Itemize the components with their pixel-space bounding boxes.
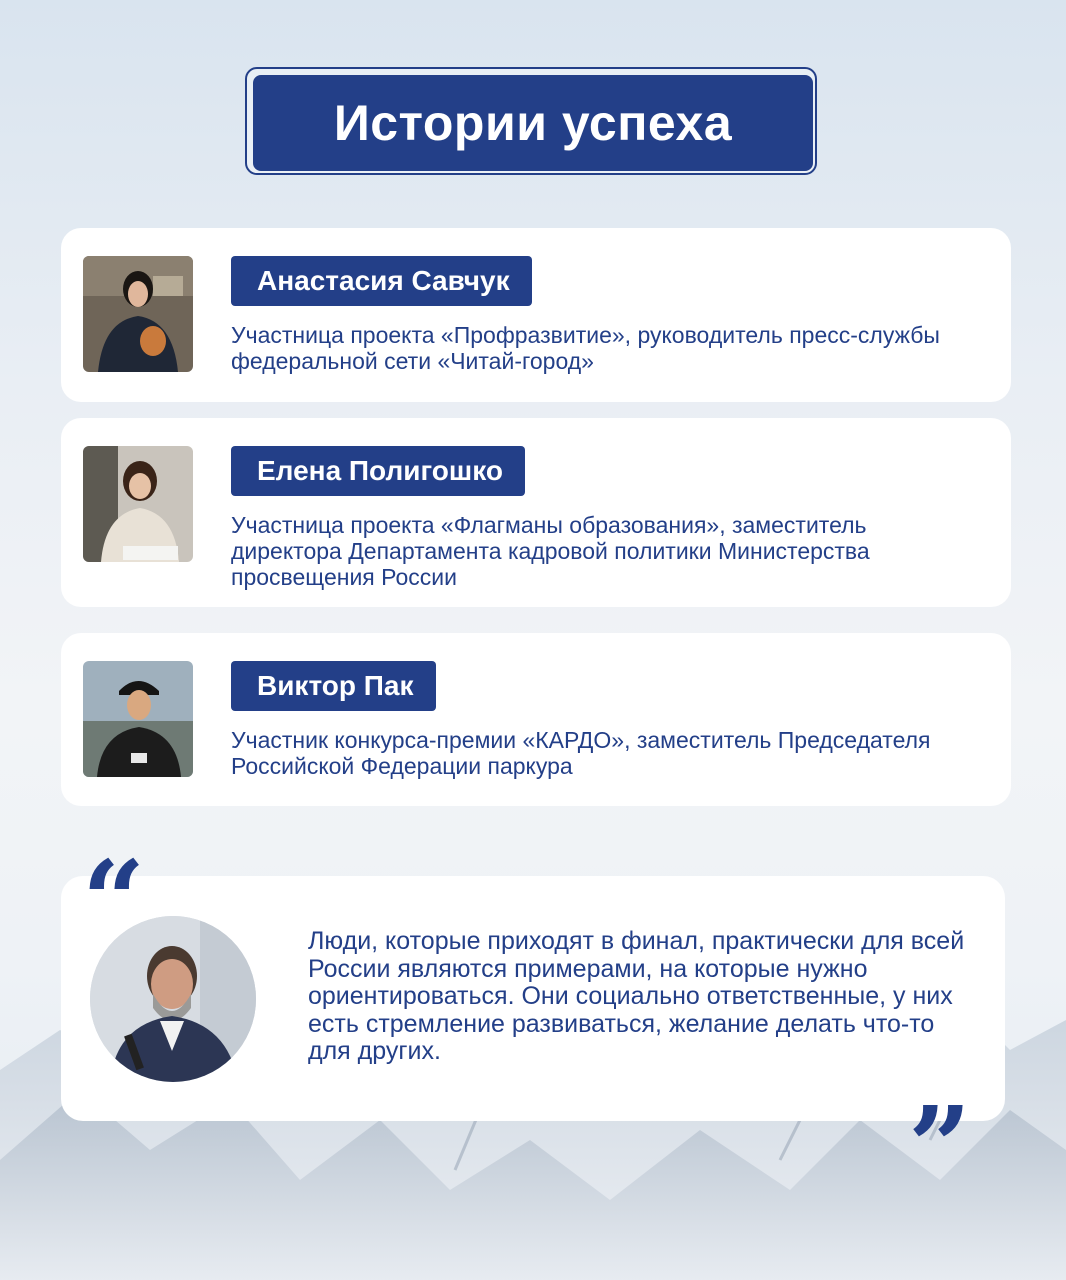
person-description-1: Участница проекта «Профразвитие», руководитель пресс-службы федеральной сети «Читай-город»: [231, 322, 940, 374]
story-card: [61, 228, 1011, 402]
person-name-1: Анастасия Савчук: [231, 256, 532, 306]
person-photo-2: [83, 446, 193, 562]
person-description-2: Участница проекта «Флагманы образования», заместитель директора Департамента кадровой политики Министерства просвещения России: [231, 512, 870, 590]
person-name-2: Елена Полигошко: [231, 446, 525, 496]
person-description-3: Участник конкурса-премии «КАРДО», заместитель Председателя Российской Федерации паркура: [231, 727, 931, 779]
story-card: [61, 418, 1011, 607]
story-card: [61, 633, 1011, 806]
quote-open-icon: “: [82, 836, 146, 965]
page-title: Истории успеха: [253, 75, 813, 171]
quote-text: Люди, которые приходят в финал, практически для всей России являются примерами, на которые нужно ориентироваться. Они социально ответственные, у них есть стремление развиваться, желание делать что-то для других.: [308, 927, 965, 1065]
quote-close-icon: ”: [908, 1082, 972, 1211]
person-name-3: Виктор Пак: [231, 661, 436, 711]
person-photo-3: [83, 661, 193, 777]
person-photo-1: [83, 256, 193, 372]
